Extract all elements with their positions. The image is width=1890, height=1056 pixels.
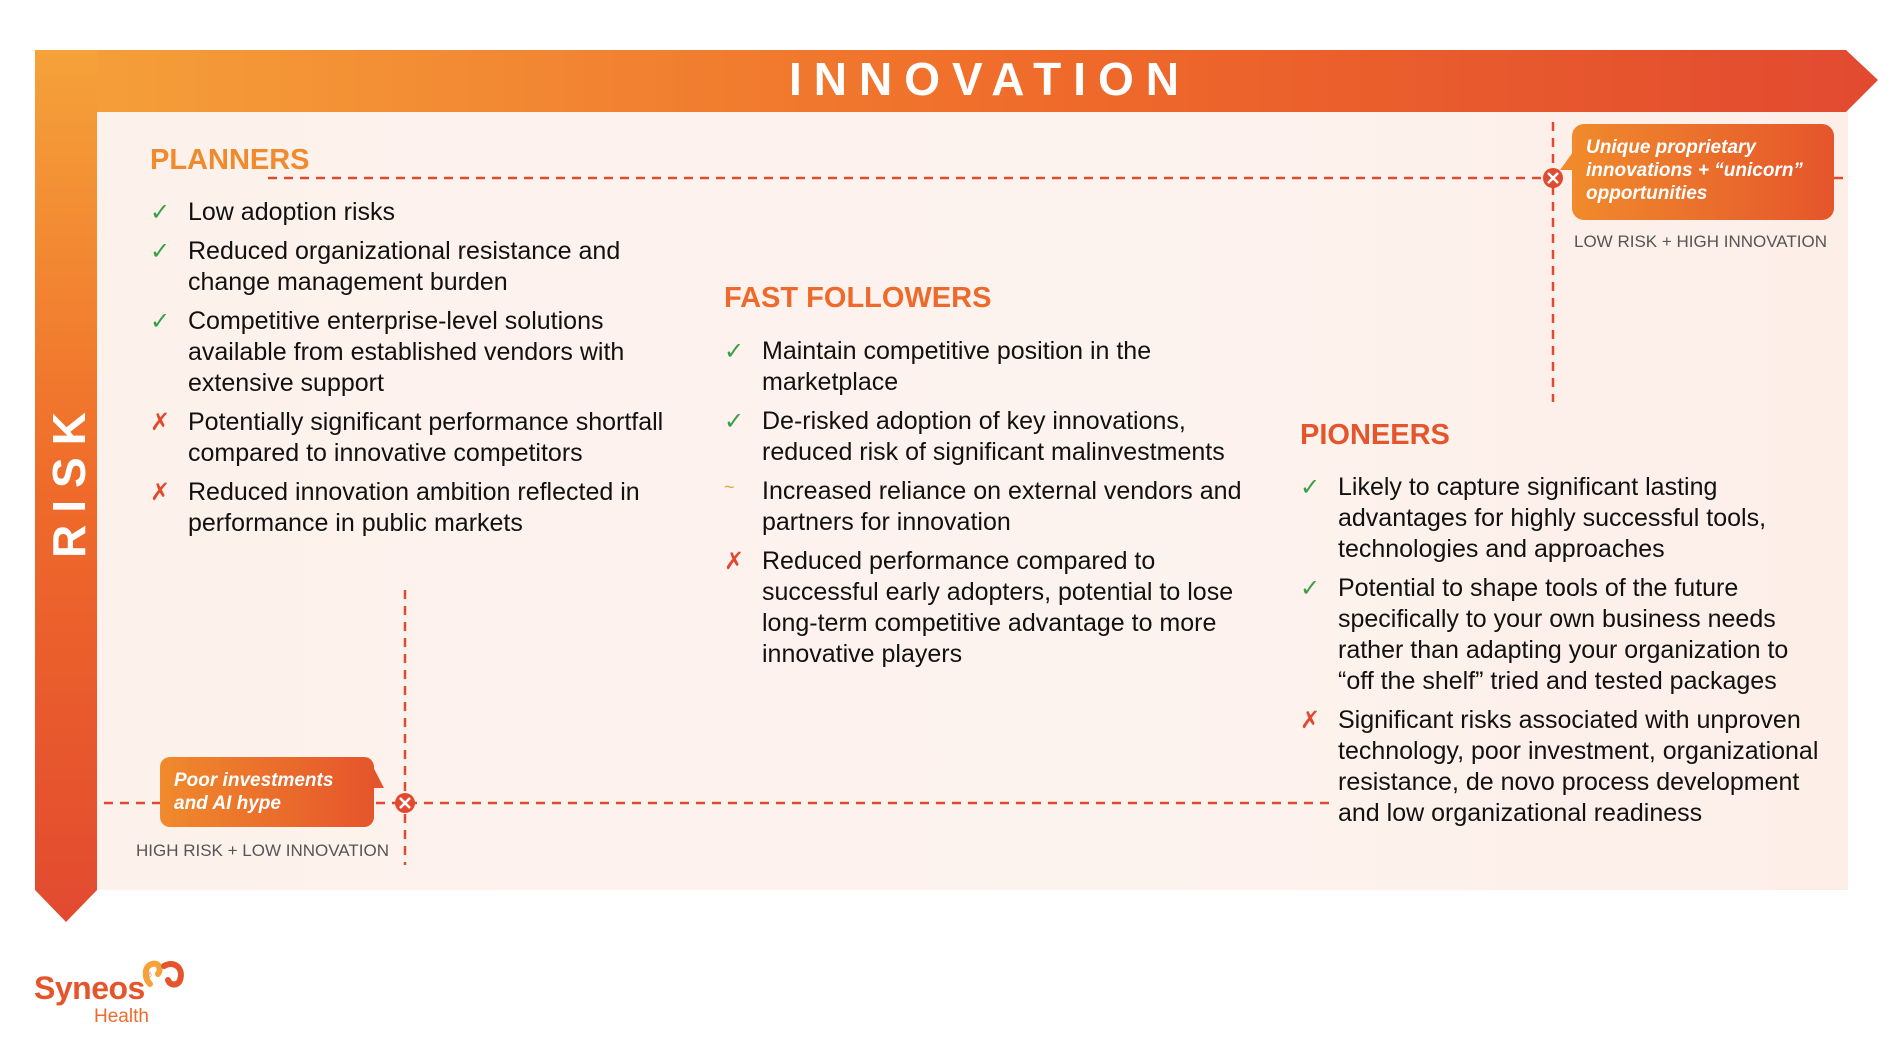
list-item: [724, 476, 1244, 538]
fast-followers-title: FAST FOLLOWERS: [724, 282, 992, 314]
cross-icon: ✗: [1300, 707, 1321, 734]
check-icon: ✓: [150, 238, 171, 265]
syneos-health-logo: [34, 970, 152, 1027]
list-item: [150, 306, 670, 399]
item-text: Potentially significant performance shortfall compared to innovative competitors: [188, 408, 664, 467]
item-text: Reduced performance compared to successful early adopters, potential to lose long-term competitive advantage to more innovative players: [762, 547, 1234, 668]
list-item: [724, 336, 1244, 398]
planners-title: PLANNERS: [150, 144, 310, 176]
cross-icon: ✗: [724, 548, 745, 575]
item-text: Maintain competitive position in the marketplace: [762, 337, 1152, 396]
tilde-icon: ~: [724, 477, 735, 497]
item-text: Competitive enterprise-level solutions available from established vendors with extensive support: [188, 307, 625, 397]
item-text: Reduced innovation ambition reflected in performance in public markets: [188, 478, 640, 537]
top-intersection-marker: [1543, 168, 1563, 188]
check-icon: ✓: [724, 338, 745, 365]
item-text: Likely to capture significant lasting advantages for highly successful tools, technologies and approaches: [1338, 473, 1767, 563]
fast-followers-list: [724, 336, 1244, 678]
bottom-intersection-marker: [395, 793, 415, 813]
pioneers-title: PIONEERS: [1300, 419, 1450, 451]
bottom-callout: Poor investments and AI hype: [160, 757, 374, 827]
logo-subtitle: Health: [94, 1006, 149, 1027]
check-icon: ✓: [1300, 474, 1321, 501]
item-text: Low adoption risks: [188, 198, 396, 226]
list-item: [1300, 705, 1820, 829]
list-item: [724, 546, 1244, 670]
item-text: Significant risks associated with unproven technology, poor investment, organizational resistance, de novo process development and low organizational readiness: [1338, 706, 1819, 827]
item-text: Potential to shape tools of the future specifically to your own business needs rather than adapting your organization to “off the shelf” tried and tested packages: [1338, 574, 1789, 695]
list-item: [1300, 573, 1820, 697]
logo-registered-mark: ®: [144, 970, 152, 980]
list-item: [1300, 472, 1820, 565]
item-text: De-risked adoption of key innovations, reduced risk of significant malinvestments: [762, 407, 1225, 466]
check-icon: ✓: [150, 308, 171, 335]
check-icon: ✓: [1300, 575, 1321, 602]
logo-mark-icon: [140, 956, 188, 992]
planners-list: [150, 197, 670, 547]
bottom-callout-caption: HIGH RISK + LOW INNOVATION: [136, 841, 389, 860]
list-item: [724, 406, 1244, 468]
risk-axis-label: RISK: [43, 400, 95, 558]
top-callout-caption: LOW RISK + HIGH INNOVATION: [1574, 232, 1827, 251]
list-item: [150, 407, 670, 469]
list-item: [150, 236, 670, 298]
logo-wordmark: Syneos: [34, 970, 145, 1006]
pioneers-list: [1300, 472, 1820, 837]
check-icon: ✓: [150, 199, 171, 226]
top-callout: Unique proprietary innovations + “unicorn” opportunities: [1572, 124, 1834, 220]
cross-icon: ✗: [150, 479, 171, 506]
list-item: [150, 477, 670, 539]
item-text: Increased reliance on external vendors and partners for innovation: [762, 477, 1242, 536]
check-icon: ✓: [724, 408, 745, 435]
item-text: Reduced organizational resistance and change management burden: [188, 237, 621, 296]
list-item: [150, 197, 670, 228]
cross-icon: ✗: [150, 409, 171, 436]
innovation-axis-label: INNOVATION: [789, 53, 1191, 105]
